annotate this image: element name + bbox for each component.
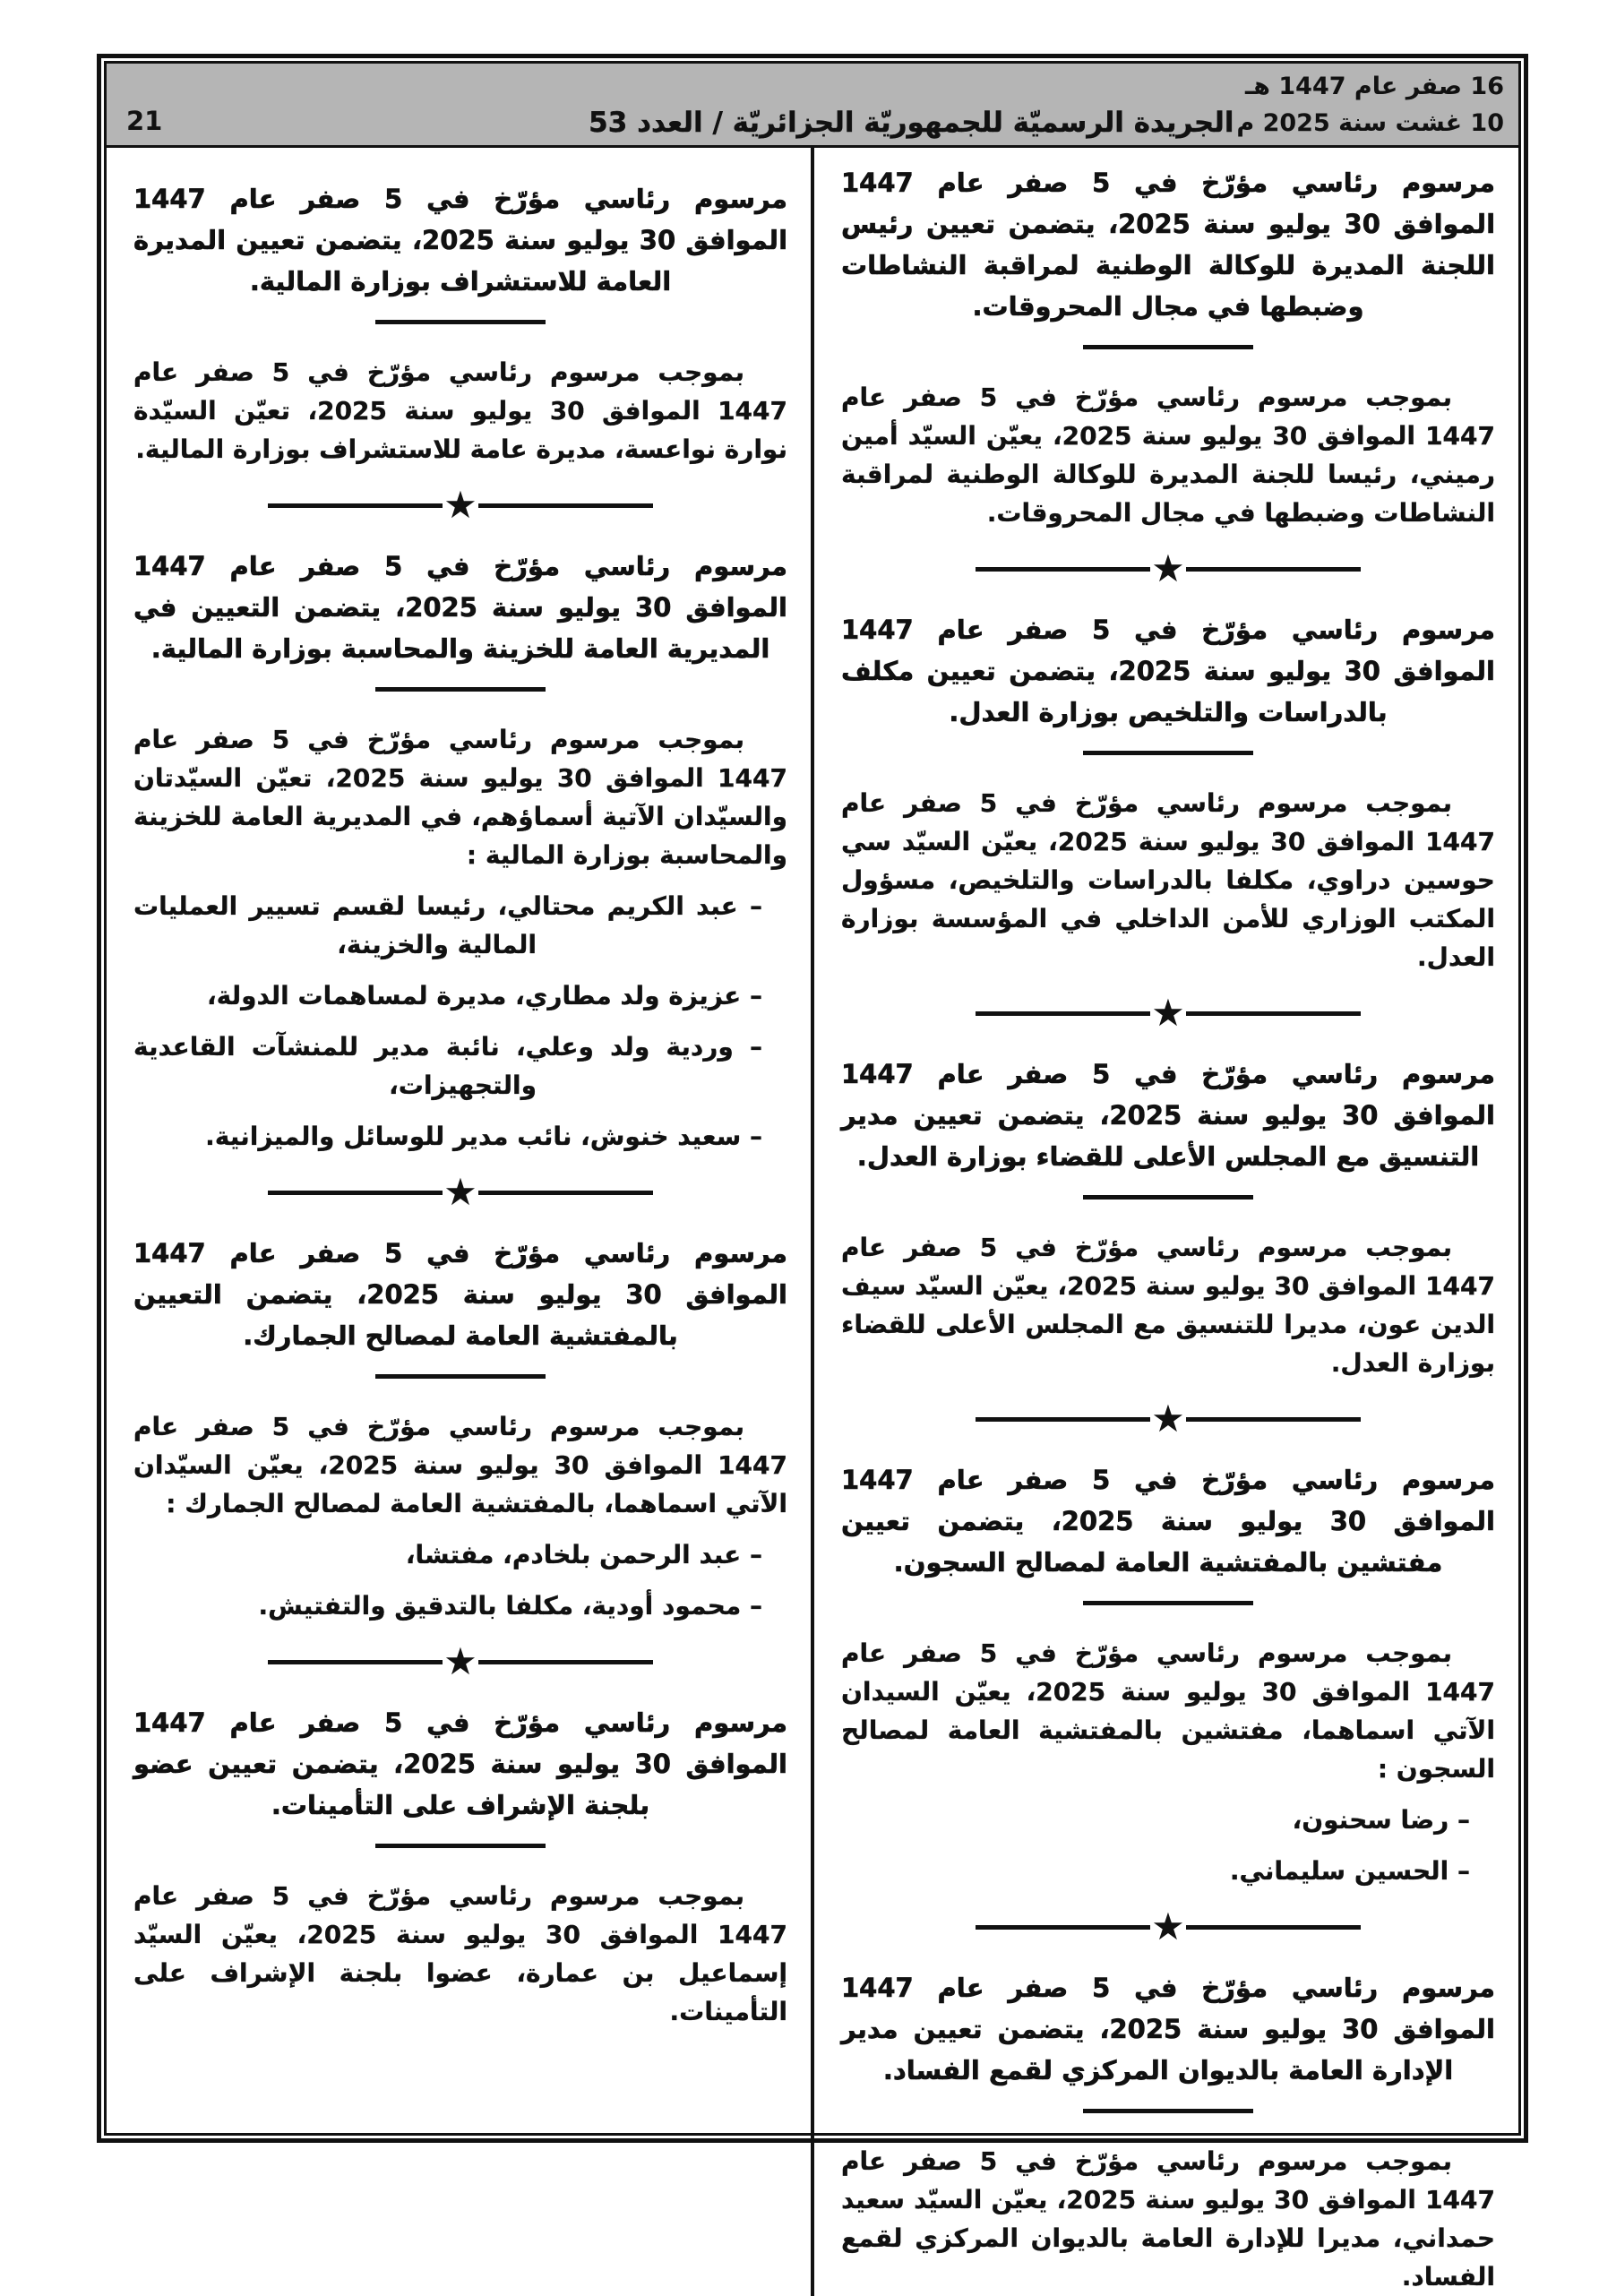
star-icon: ★: [1151, 546, 1185, 590]
column-right: [814, 148, 1518, 2296]
star-icon: ★: [443, 483, 477, 527]
column-left: [107, 148, 811, 2296]
decree-right-4: [841, 1459, 1495, 1890]
separator-line: [268, 503, 443, 508]
decree-title: مرسوم رئاسي مؤرّخ في 5 صفر عام 1447 الموافق 30 يوليو سنة 2025، يتضمن تعيين المديرة العامة للاستشراف بوزارة المالية.: [133, 184, 788, 297]
title-body-separator: [375, 1844, 546, 1848]
title-body-separator: [1083, 751, 1253, 755]
column-divider: [811, 148, 814, 2296]
title-body-separator: [375, 1374, 546, 1379]
star-icon: ★: [443, 1170, 477, 1214]
separator-line: [478, 503, 653, 508]
header-dates: [1236, 68, 1504, 142]
appointee-item: – عزيزة ولد مطاري، مديرة لمساهمات الدولة،: [206, 981, 762, 1010]
title-body-separator: [1083, 1195, 1253, 1200]
separator-line: [1186, 567, 1361, 572]
title-body-separator: [375, 320, 546, 324]
decree-title: مرسوم رئاسي مؤرّخ في 5 صفر عام 1447 الموافق 30 يوليو سنة 2025، يتضمن تعيين رئيس اللجنة المديرة للوكالة الوطنية لمراقبة النشاطات وضبطها في مجال المحروقات.: [841, 168, 1496, 322]
appointee-item: – رضا سحنون،: [1292, 1805, 1470, 1835]
separator-line: [1186, 1011, 1361, 1016]
decree-left-1: [133, 178, 787, 469]
title-body-separator: [1083, 2109, 1253, 2113]
decree-body: بموجب مرسوم رئاسي مؤرّخ في 5 صفر عام 1447 الموافق 30 يوليو سنة 2025، تعيّن السيّدتان والسيّدان الآتية أسماؤهم، في المديرية العامة للخزينة والمحاسبة بوزارة المالية :: [133, 725, 787, 870]
star-icon: ★: [1151, 991, 1185, 1035]
journal-title: الجريدة الرسميّة للجمهوريّة الجزائريّة / العدد 53: [589, 107, 1234, 139]
separator-line: [1186, 1417, 1361, 1422]
decree-title: مرسوم رئاسي مؤرّخ في 5 صفر عام 1447 الموافق 30 يوليو سنة 2025، يتضمن التعيين بالمفتشية العامة لمصالح الجمارك.: [133, 1238, 787, 1351]
star-separator: [268, 1639, 653, 1683]
decree-right-5: [841, 1967, 1495, 2296]
separator-line: [478, 1191, 653, 1195]
page-frame: [97, 54, 1528, 2292]
page-frame-inner: [104, 61, 1521, 2292]
decree-title: مرسوم رئاسي مؤرّخ في 5 صفر عام 1447 الموافق 30 يوليو سنة 2025، يتضمن التعيين في المديرية العامة للخزينة والمحاسبة بوزارة المالية.: [133, 551, 787, 664]
decree-title: مرسوم رئاسي مؤرّخ في 5 صفر عام 1447 الموافق 30 يوليو سنة 2025، يتضمن تعيين مدير التنسيق مع المجلس الأعلى للقضاء بوزارة العدل.: [841, 1059, 1495, 1172]
decree-body: بموجب مرسوم رئاسي مؤرّخ في 5 صفر عام 1447 الموافق 30 يوليو سنة 2025، يعيّن السيّد سيف الدين عون، مديرا للتنسيق مع المجلس الأعلى للقضاء بوزارة العدل.: [841, 1233, 1495, 1378]
appointee-item: – محمود أودية، مكلفا بالتدقيق والتفتيش.: [258, 1591, 762, 1621]
decree-body: بموجب مرسوم رئاسي مؤرّخ في 5 صفر عام 1447 الموافق 30 يوليو سنة 2025، يعيّن السيّد سعيد حمداني، مديرا للإدارة العامة بالديوان المركزي لقمع الفساد.: [841, 2146, 1495, 2292]
appointee-item: – وردية ولد وعلي، نائبة مدير للمنشآت القاعدية والتجهيزات،: [133, 1032, 762, 1100]
title-body-separator: [1083, 345, 1253, 349]
star-icon: ★: [1151, 1905, 1185, 1948]
decree-title: مرسوم رئاسي مؤرّخ في 5 صفر عام 1447 الموافق 30 يوليو سنة 2025، يتضمن تعيين عضو بلجنة الإشراف على التأمينات.: [133, 1707, 787, 1820]
title-body-separator: [1083, 1601, 1253, 1605]
page-header: [107, 64, 1518, 148]
hijri-date: 16 صفر عام 1447 هـ: [1245, 73, 1504, 100]
separator-line: [268, 1191, 443, 1195]
decree-body: بموجب مرسوم رئاسي مؤرّخ في 5 صفر عام 1447 الموافق 30 يوليو سنة 2025، يعيّن السيّد سي حوسين دراوي، مكلفا بالدراسات والتلخيص، مسؤول المكتب الوزاري للأمن الداخلي في المؤسسة بوزارة العدل.: [841, 788, 1495, 972]
decree-body: بموجب مرسوم رئاسي مؤرّخ في 5 صفر عام 1447 الموافق 30 يوليو سنة 2025، يعيّن السيّد أمين رميني، رئيسا للجنة المديرة للوكالة الوطنية لمراقبة النشاطات وضبطها في مجال المحروقات.: [841, 383, 1495, 528]
separator-line: [1186, 1925, 1361, 1930]
appointee-item: – الحسين سليماني.: [1229, 1856, 1470, 1886]
page-number: 21: [126, 106, 163, 136]
decree-title: مرسوم رئاسي مؤرّخ في 5 صفر عام 1447 الموافق 30 يوليو سنة 2025، يتضمن تعيين مفتشين بالمفتشية العامة لمصالح السجون.: [841, 1465, 1495, 1578]
separator-line: [976, 567, 1150, 572]
star-separator: [268, 483, 653, 527]
star-separator: [976, 1905, 1361, 1948]
separator-line: [976, 1925, 1150, 1930]
star-separator: [976, 546, 1361, 590]
decree-left-4: [133, 1702, 787, 2031]
decree-right-3: [841, 1053, 1495, 1382]
star-icon: ★: [443, 1639, 477, 1683]
decree-title: مرسوم رئاسي مؤرّخ في 5 صفر عام 1447 الموافق 30 يوليو سنة 2025، يتضمن تعيين مدير الإدارة العامة بالديوان المركزي لقمع الفساد.: [841, 1973, 1495, 2085]
decree-body: بموجب مرسوم رئاسي مؤرّخ في 5 صفر عام 1447 الموافق 30 يوليو سنة 2025، يعيّن السيّد إسماعيل بن عمارة، عضوا بلجنة الإشراف على التأمينات.: [133, 1881, 787, 2026]
decree-right-1: [841, 162, 1495, 532]
decree-right-2: [841, 609, 1495, 976]
appointee-item: – عبد الرحمن بلخادم، مفتشا،: [405, 1540, 762, 1569]
decree-left-3: [133, 1233, 787, 1625]
decree-body: بموجب مرسوم رئاسي مؤرّخ في 5 صفر عام 1447 الموافق 30 يوليو سنة 2025، يعيّن السيدان الآتي اسماهما، مفتشين بالمفتشية العامة لمصالح السجون :: [841, 1638, 1496, 1784]
separator-line: [478, 1660, 653, 1664]
gregorian-date: 10 غشت سنة 2025 م: [1236, 109, 1504, 137]
star-icon: ★: [1151, 1397, 1185, 1440]
decree-body: بموجب مرسوم رئاسي مؤرّخ في 5 صفر عام 1447 الموافق 30 يوليو سنة 2025، يعيّن السيّدان الآتي اسماهما، بالمفتشية العامة لمصالح الجمارك :: [133, 1412, 788, 1518]
star-separator: [268, 1170, 653, 1214]
appointee-item: – سعيد خنوش، نائب مدير للوسائل والميزانية.: [205, 1122, 762, 1151]
decree-left-2: [133, 546, 787, 1156]
star-separator: [976, 991, 1361, 1035]
separator-line: [976, 1011, 1150, 1016]
decree-title: مرسوم رئاسي مؤرّخ في 5 صفر عام 1447 الموافق 30 يوليو سنة 2025، يتضمن تعيين مكلف بالدراسات والتلخيص بوزارة العدل.: [841, 615, 1495, 727]
appointee-item: – عبد الكريم محتالي، رئيسا لقسم تسيير العمليات المالية والخزينة،: [133, 891, 762, 959]
separator-line: [268, 1660, 443, 1664]
title-body-separator: [375, 687, 546, 692]
separator-line: [976, 1417, 1150, 1422]
page-content: [107, 148, 1518, 2296]
star-separator: [976, 1397, 1361, 1440]
decree-body: بموجب مرسوم رئاسي مؤرّخ في 5 صفر عام 1447 الموافق 30 يوليو سنة 2025، تعيّن السيّدة نوارة نواعسة، مديرة عامة للاستشراف بوزارة المالية.: [133, 357, 787, 464]
